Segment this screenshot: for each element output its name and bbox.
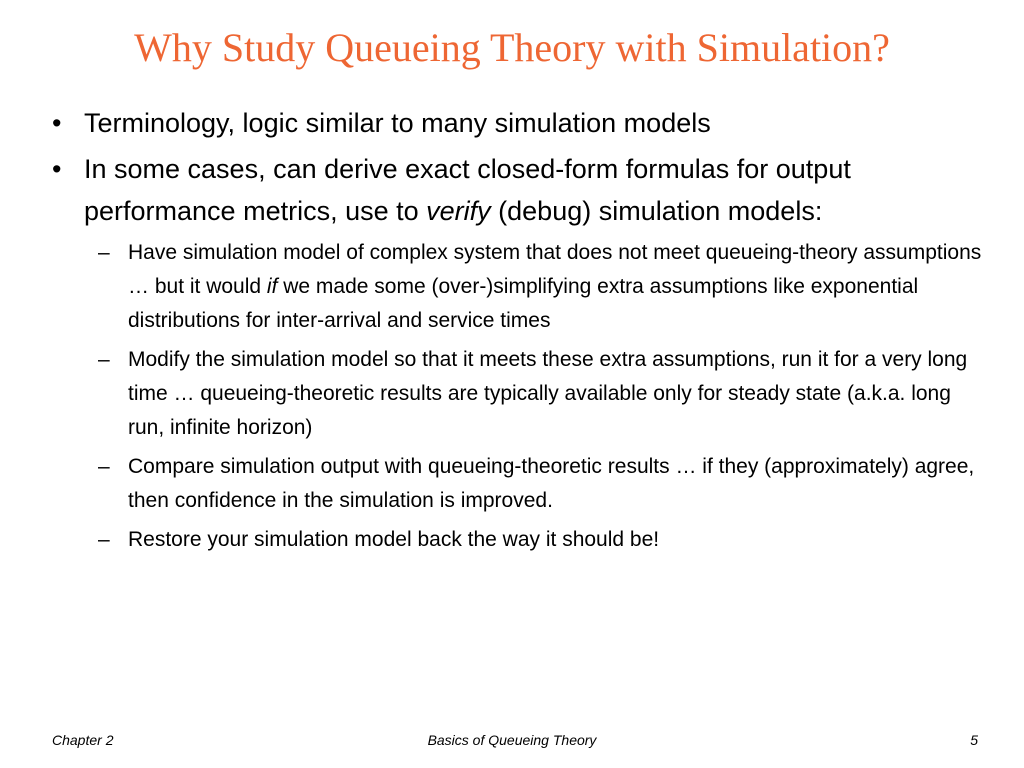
- sub-bullet-text: Modify the simulation model so that it meets these extra assumptions, run it for a very long time … queueing-theoretic results are typically available only for steady state (a.k.a. long run, infinite horizon): [128, 348, 968, 439]
- sub-bullet-text: Have simulation model of complex system that does not meet queueing-theory assumptions … but it would: [128, 241, 982, 298]
- sub-bullet-item: [52, 523, 982, 557]
- bullet-text: In some cases, can derive exact closed-form formulas for output performance metrics, use to: [84, 154, 851, 226]
- bullet-text-end: (debug) simulation models:: [490, 196, 823, 226]
- slide-content: [52, 102, 982, 562]
- slide-number: 5: [970, 732, 978, 748]
- bullet-marker: •: [52, 108, 62, 138]
- sub-bullet-text: Restore your simulation model back the way it should be!: [128, 528, 660, 551]
- dash-marker: –: [98, 455, 110, 478]
- dash-marker: –: [98, 348, 110, 371]
- bullet-item: [52, 148, 982, 232]
- dash-marker: –: [98, 241, 110, 264]
- dash-marker: –: [98, 528, 110, 551]
- footer-title: Basics of Queueing Theory: [427, 732, 597, 748]
- footer-chapter: Chapter 2: [52, 732, 114, 748]
- bullet-item: [52, 102, 982, 144]
- bullet-marker: •: [52, 154, 62, 184]
- sub-bullet-text-end: we made some (over-)simplifying extra assumptions like exponential distributions for inter-arrival and service times: [128, 275, 919, 332]
- bullet-emphasis: verify: [426, 196, 491, 226]
- sub-bullet-item: [52, 343, 982, 445]
- sub-bullet-text: Compare simulation output with queueing-theoretic results … if they (approximately) agree, then confidence in the simulation is improved.: [128, 455, 975, 512]
- sub-bullet-item: [52, 450, 982, 518]
- sub-bullet-item: [52, 236, 982, 338]
- slide-title: Why Study Queueing Theory with Simulation?: [134, 25, 890, 70]
- bullet-text: Terminology, logic similar to many simulation models: [84, 108, 711, 138]
- sub-bullet-emphasis: if: [266, 275, 278, 298]
